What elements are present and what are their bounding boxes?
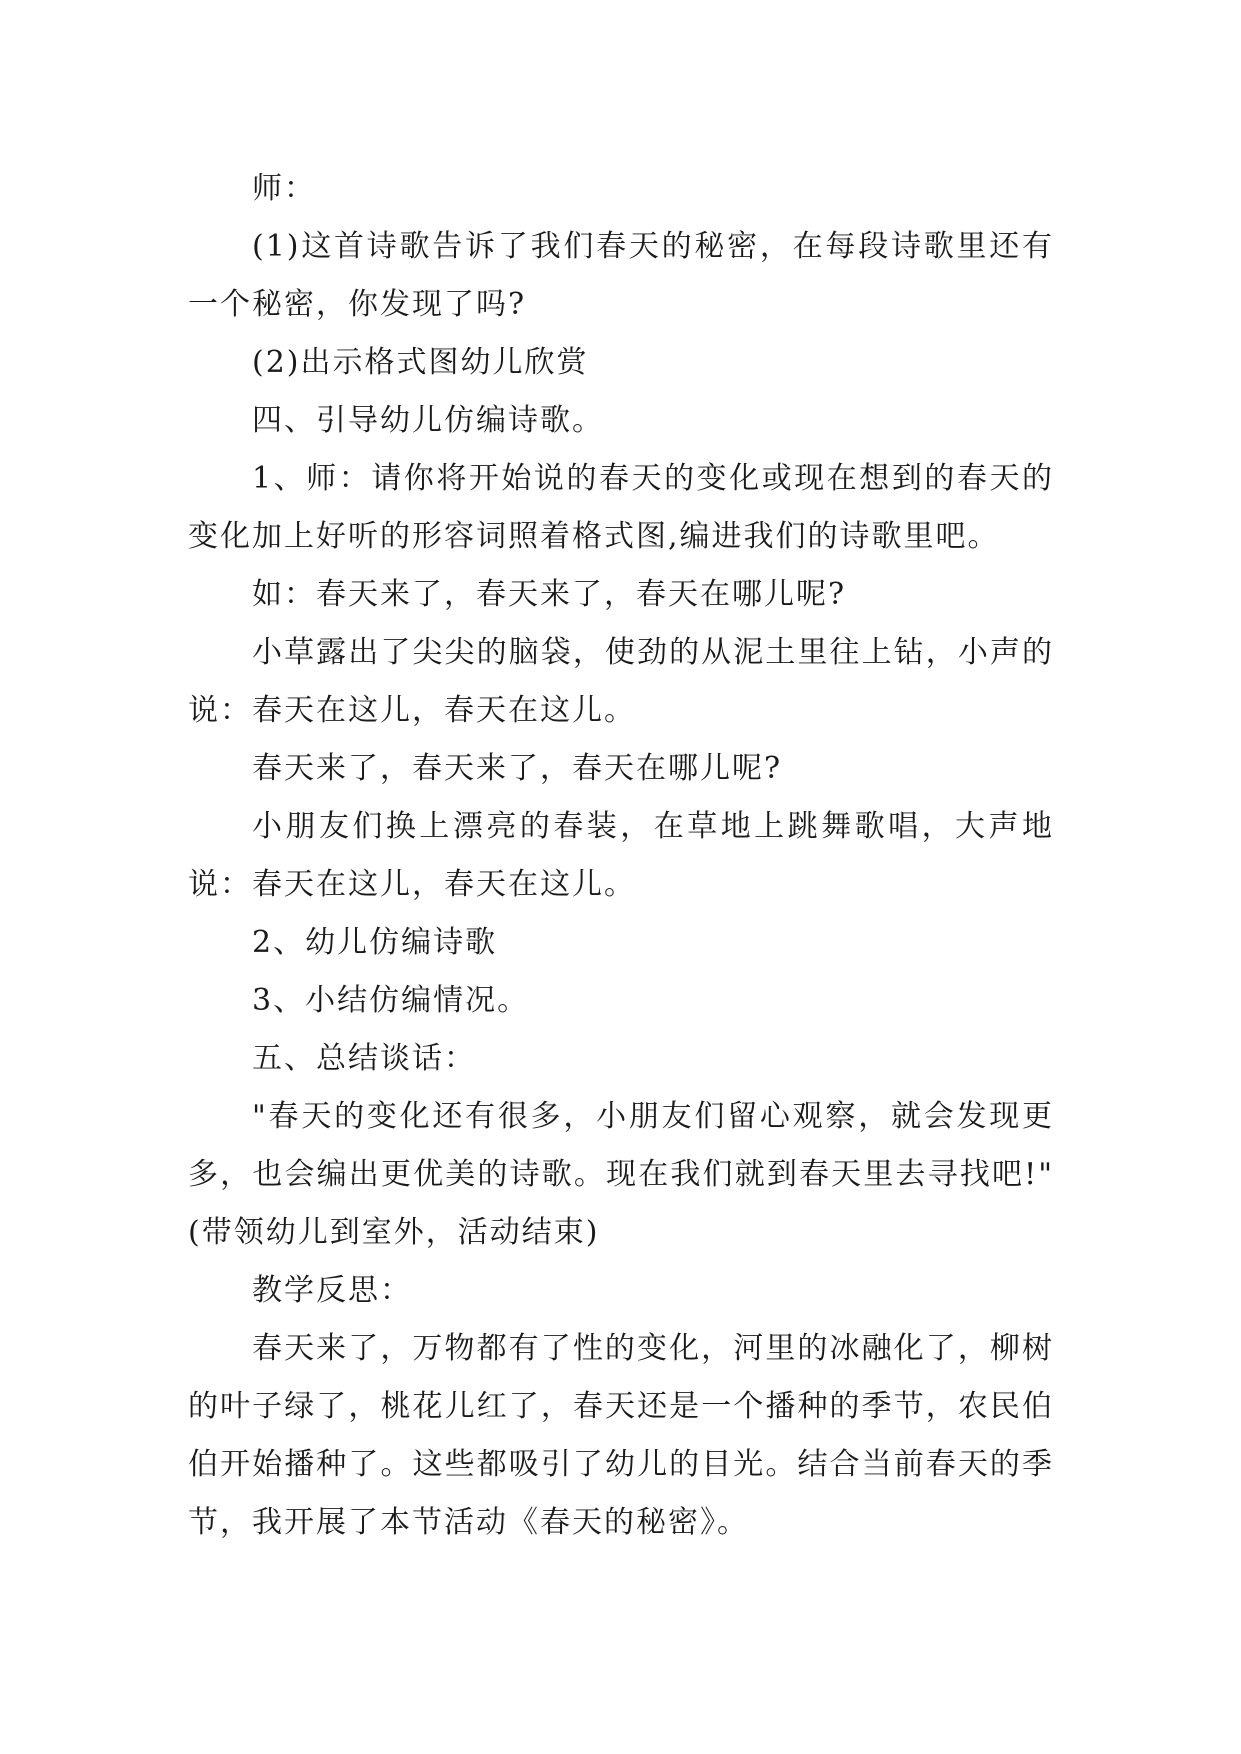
- paragraph-question-2: (2)出示格式图幼儿欣赏: [252, 345, 589, 380]
- section-heading-reflection: 教学反思：: [252, 1273, 412, 1308]
- paragraph-step-1: 1、师：请你将开始说的春天的变化或现在想到的春天的变化加上好听的形容词照着格式图,编进我们的诗歌里吧。: [188, 461, 1054, 554]
- paragraph-example-grass: 小草露出了尖尖的脑袋，使劲的从泥土里往上钻，小声的说：春天在这儿，春天在这儿。: [188, 635, 1054, 728]
- paragraph-reflection: 春天来了，万物都有了性的变化，河里的冰融化了，柳树的叶子绿了，桃花儿红了，春天还是一个播种的季节，农民伯伯开始播种了。这些都吸引了幼儿的目光。结合当前春天的季节，我开展了本节活动《春天的秘密》。: [188, 1331, 1054, 1540]
- paragraph-step-2: 2、幼儿仿编诗歌: [252, 925, 498, 960]
- paragraph-question-1: (1)这首诗歌告诉了我们春天的秘密，在每段诗歌里还有一个秘密，你发现了吗?: [188, 229, 1054, 322]
- paragraph-example-intro: 如：春天来了，春天来了，春天在哪儿呢?: [252, 577, 847, 612]
- paragraph-example-children: 小朋友们换上漂亮的春装，在草地上跳舞歌唱，大声地说：春天在这儿，春天在这儿。: [188, 809, 1054, 902]
- document-body: [188, 160, 1054, 1552]
- section-heading-4: 四、引导幼儿仿编诗歌。: [252, 403, 604, 438]
- paragraph-step-3: 3、小结仿编情况。: [252, 983, 530, 1018]
- paragraph-example-repeat: 春天来了，春天来了，春天在哪儿呢?: [252, 751, 783, 786]
- paragraph-summary-talk: "春天的变化还有很多，小朋友们留心观察，就会发现更多，也会编出更优美的诗歌。现在我们就到春天里去寻找吧!"(带领幼儿到室外，活动结束): [188, 1099, 1054, 1250]
- paragraph-teacher-label: 师：: [252, 171, 316, 206]
- section-heading-5: 五、总结谈话：: [252, 1041, 476, 1076]
